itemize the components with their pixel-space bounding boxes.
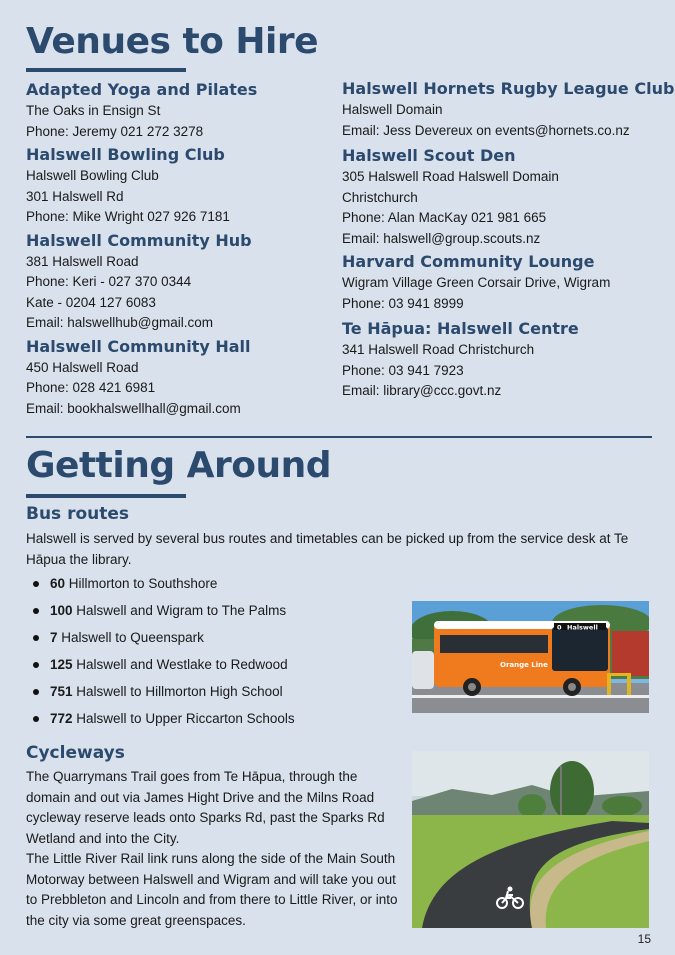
venue-entry	[26, 230, 346, 334]
venue-detail: Phone: 028 421 6981	[26, 380, 156, 395]
venue-title: Halswell Bowling Club	[26, 145, 225, 164]
venue-detail: Email: library@ccc.govt.nz	[342, 383, 502, 398]
venue-title: Halswell Community Hub	[26, 230, 252, 250]
venue-detail: Email: halswell@group.scouts.nz	[342, 230, 541, 246]
venue-detail: 301 Halswell Rd	[26, 188, 124, 204]
page-number: 15	[637, 932, 651, 946]
list-item: 7 Halswell to Queenspark	[30, 628, 400, 655]
cycleway-photo	[412, 751, 649, 928]
venue-title: Halswell Scout Den	[342, 146, 516, 165]
venue-title: Halswell Hornets Rugby League Club	[342, 79, 675, 98]
venue-detail: Email: halswellhub@gmail.com	[26, 315, 214, 330]
venue-title: Halswell Community Hall	[26, 336, 251, 356]
venues-right-column	[342, 78, 675, 402]
bus-photo	[412, 601, 649, 713]
bus-route-number-sign: 0	[557, 623, 562, 632]
venue-detail: Wigram Village Green Corsair Drive, Wigram	[342, 275, 611, 290]
venues-title-underline	[26, 68, 186, 72]
venue-title: Adapted Yoga and Pilates	[26, 80, 258, 99]
venue-entry	[342, 145, 662, 249]
venue-detail: The Oaks in Ensign St	[26, 103, 161, 118]
venue-detail: Phone: 03 941 8999	[342, 295, 464, 311]
venue-detail: Phone: Alan MacKay 021 981 665	[342, 210, 547, 225]
venue-detail: 381 Halswell Road	[26, 253, 139, 269]
venue-entry	[26, 144, 346, 228]
bus-livery-text: Orange Line	[500, 661, 548, 669]
venue-detail: Email: bookhalswellhall@gmail.com	[26, 400, 241, 416]
list-item: 125 Halswell and Westlake to Redwood	[30, 655, 400, 682]
venue-detail: Phone: Jeremy 021 272 3278	[26, 123, 204, 139]
bus-routes-heading: Bus routes	[26, 504, 130, 524]
venue-detail: 450 Halswell Road	[26, 359, 139, 375]
venue-detail: Kate - 0204 127 6083	[26, 294, 156, 310]
cycleways-paragraph-2: The Little River Rail link runs along the side of the Main South Motorway between Halswell and Wigram and will take you out to Prebbleton and Lincoln and from there to Little River, or into the city via some great greenspaces.	[26, 851, 398, 928]
list-item: 772 Halswell to Upper Riccarton Schools	[30, 709, 400, 736]
venue-entry	[342, 318, 662, 402]
section-divider	[26, 436, 652, 438]
venue-title: Harvard Community Lounge	[342, 252, 595, 271]
venue-detail: Phone: Keri - 027 370 0344	[26, 274, 192, 289]
list-item: 751 Halswell to Hillmorton High School	[30, 682, 400, 709]
venue-detail: Email: Jess Devereux on events@hornets.co.nz	[342, 122, 630, 138]
venue-detail: Christchurch	[342, 189, 418, 205]
venue-entry	[342, 78, 675, 141]
venue-detail: Phone: 03 941 7923	[342, 362, 464, 378]
cycleways-paragraph-1: The Quarrymans Trail goes from Te Hāpua, through the domain and out via James Hight Drive and the Milns Road cycleway reserve leads onto Sparks Rd, past the Sparks Rd Wetland and into the City.	[26, 769, 385, 846]
bus-destination-sign: Halswell	[567, 623, 598, 632]
bus-intro: Halswell is served by several bus routes and timetables can be picked up from the service desk at Te Hāpua the library.	[26, 531, 629, 567]
getting-around-title: Getting Around	[26, 445, 332, 486]
venue-title: Te Hāpua: Halswell Centre	[342, 319, 579, 338]
venue-detail: Halswell Domain	[342, 102, 443, 117]
venue-entry	[342, 251, 662, 314]
venue-detail: 341 Halswell Road Christchurch	[342, 342, 535, 357]
venue-detail: 305 Halswell Road Halswell Domain	[342, 169, 559, 184]
venue-entry	[26, 336, 346, 420]
list-item: 100 Halswell and Wigram to The Palms	[30, 601, 400, 628]
venues-title: Venues to Hire	[26, 21, 319, 62]
getting-around-underline	[26, 494, 186, 498]
venue-detail: Phone: Mike Wright 027 926 7181	[26, 209, 230, 224]
cycleways-heading: Cycleways	[26, 743, 125, 763]
bus-route-list	[30, 574, 400, 736]
list-item: 60 Hillmorton to Southshore	[30, 574, 400, 601]
venue-entry	[26, 79, 346, 142]
venue-detail: Halswell Bowling Club	[26, 168, 159, 183]
venues-left-column	[26, 79, 346, 419]
